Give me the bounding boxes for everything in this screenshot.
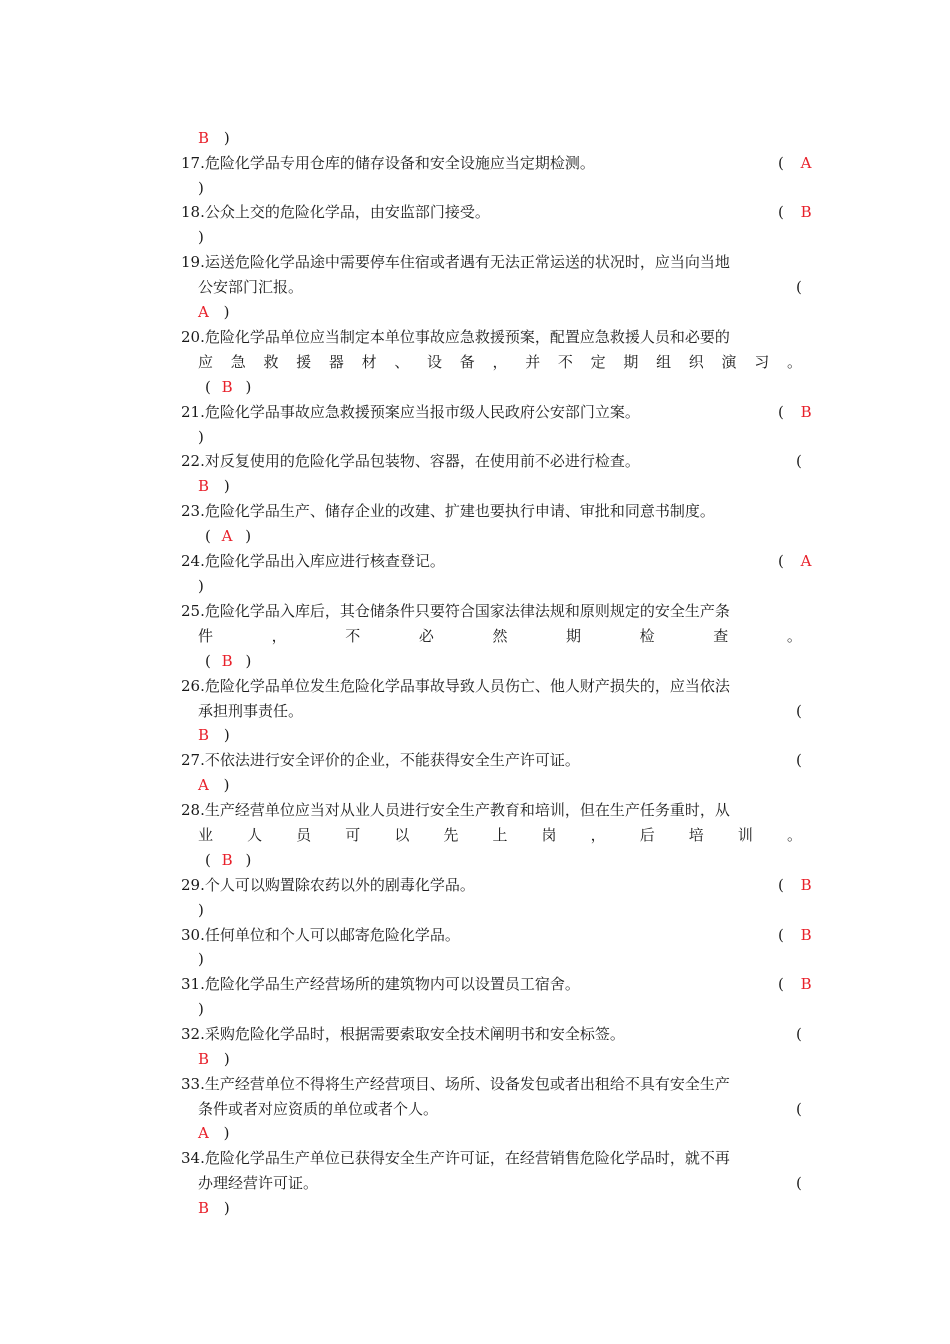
justified-char: 定: [590, 353, 606, 371]
q28-question-line1: [181, 798, 730, 823]
q18-answer-open: [778, 200, 812, 225]
q34-answer-line: [198, 1196, 230, 1221]
justified-char: 先: [443, 826, 459, 844]
open-paren: (: [778, 403, 784, 421]
justified-char: 。: [786, 627, 802, 645]
answer: B: [221, 652, 233, 670]
q18-question: [181, 200, 490, 225]
justified-char: ，: [492, 353, 508, 371]
q23-answer-line: [205, 524, 251, 549]
question-text: 公安部门汇报。: [198, 278, 304, 296]
justified-char: 培: [688, 826, 704, 844]
justified-char: 件: [198, 627, 214, 645]
close-paren: ): [223, 726, 230, 744]
justified-char: 援: [296, 353, 312, 371]
q23-question: [181, 499, 715, 524]
close-paren: ): [245, 378, 252, 396]
answer: B: [198, 726, 210, 744]
question-number: 17.: [181, 154, 205, 172]
q19-question-line1: [181, 250, 730, 275]
open-paren: (: [796, 278, 802, 296]
q31-answer-open: [778, 972, 812, 997]
q33-answer-line: [198, 1121, 229, 1146]
justified-char: 并: [525, 353, 541, 371]
question-text: 危险化学品生产、储存企业的改建、扩建也要执行申请、审批和同意书制度。: [204, 502, 715, 520]
q32-open: [796, 1022, 802, 1047]
justified-char: 检: [639, 627, 655, 645]
q33-question-line1: [181, 1072, 730, 1097]
question-text: 任何单位和个人可以邮寄危险化学品。: [204, 926, 460, 944]
question-number: 24.: [181, 552, 205, 570]
justified-char: 急: [230, 353, 246, 371]
q34-question-line1: [181, 1146, 730, 1171]
question-text: 承担刑事责任。: [198, 702, 304, 720]
justified-char: ，: [590, 826, 606, 844]
q20-question-line2: [198, 350, 802, 375]
justified-char: 演: [721, 353, 737, 371]
q17-question: [181, 151, 595, 176]
question-text: 危险化学品出入库应进行核查登记。: [204, 552, 445, 570]
question-text: 个人可以购置除农药以外的剧毒化学品。: [204, 876, 475, 894]
q30-close: [198, 947, 204, 972]
open-paren: (: [205, 851, 211, 869]
close-paren: ): [245, 527, 252, 545]
close-paren: ): [198, 1000, 204, 1018]
justified-char: 后: [639, 826, 655, 844]
answer: A: [198, 776, 209, 794]
answer: B: [198, 129, 210, 147]
open-paren: (: [796, 1174, 802, 1192]
open-paren: (: [796, 1100, 802, 1118]
close-paren: ): [223, 776, 230, 794]
answer: B: [221, 378, 233, 396]
justified-char: 备: [459, 353, 475, 371]
question-number: 22.: [181, 452, 205, 470]
q22-question: [181, 449, 640, 474]
justified-char: 查: [713, 627, 729, 645]
q24-close: [198, 574, 204, 599]
question-number: 23.: [181, 502, 205, 520]
question-text: 公众上交的危险化学品，由安监部门接受。: [204, 203, 490, 221]
question-text: 生产经营单位不得将生产经营项目、场所、设备发包或者出租给不具有安全生产: [204, 1075, 730, 1093]
q21-question: [181, 400, 640, 425]
close-paren: ): [198, 577, 204, 595]
close-paren: ): [223, 129, 230, 147]
justified-char: 人: [247, 826, 263, 844]
close-paren: ): [223, 477, 230, 495]
justified-char: 期: [566, 627, 582, 645]
justified-char: 织: [688, 353, 704, 371]
open-paren: (: [778, 876, 784, 894]
open-paren: (: [796, 702, 802, 720]
q28-question-line2: [198, 823, 802, 848]
question-number: 28.: [181, 801, 205, 819]
close-paren: ): [198, 950, 204, 968]
justified-char: 可: [345, 826, 361, 844]
question-number: 27.: [181, 751, 205, 769]
justified-char: 不: [345, 627, 361, 645]
question-number: 33.: [181, 1075, 205, 1093]
open-paren: (: [205, 527, 211, 545]
q19-answer-line: [198, 300, 229, 325]
justified-char: 必: [418, 627, 434, 645]
justified-char: 以: [394, 826, 410, 844]
justified-char: 救: [263, 353, 279, 371]
answer: A: [800, 154, 812, 172]
open-paren: (: [778, 926, 784, 944]
open-paren: (: [778, 975, 784, 993]
q26-question-line1: [181, 674, 730, 699]
justified-char: 然: [492, 627, 508, 645]
justified-char: 员: [296, 826, 312, 844]
q22-open: [796, 449, 802, 474]
justified-char: 设: [427, 353, 443, 371]
question-text: 危险化学品专用仓库的储存设备和安全设施应当定期检测。: [204, 154, 595, 172]
q30-answer-open: [778, 923, 812, 948]
justified-char: 不: [557, 353, 573, 371]
justified-char: 材: [361, 353, 377, 371]
close-paren: ): [198, 179, 204, 197]
open-paren: (: [205, 378, 211, 396]
question-number: 26.: [181, 677, 205, 695]
q21-answer-open: [778, 400, 812, 425]
question-number: 32.: [181, 1025, 205, 1043]
answer: A: [800, 552, 812, 570]
q33-open: [796, 1097, 802, 1122]
q25-answer-line: [205, 649, 251, 674]
close-paren: ): [245, 851, 252, 869]
question-text: 危险化学品单位应当制定本单位事故应急救援预案，配置应急救援人员和必要的: [204, 328, 730, 346]
answer: A: [198, 1124, 209, 1142]
q28-answer-line: [205, 848, 251, 873]
question-number: 21.: [181, 403, 205, 421]
q21-close: [198, 425, 204, 450]
answer: B: [800, 403, 812, 421]
q27-open: [796, 748, 802, 773]
close-paren: ): [198, 901, 204, 919]
question-text: 危险化学品生产经营场所的建筑物内可以设置员工宿舍。: [204, 975, 580, 993]
q17-close: [198, 176, 204, 201]
q17-answer-open: [778, 151, 811, 176]
question-text: 条件或者对应资质的单位或者个人。: [198, 1100, 439, 1118]
close-paren: ): [223, 1124, 230, 1142]
question-text: 危险化学品生产单位已获得安全生产许可证，在经营销售危险化学品时，就不再: [204, 1149, 730, 1167]
q22-answer-line: [198, 474, 230, 499]
q34-question-line2: [198, 1171, 318, 1196]
q32-answer-line: [198, 1047, 230, 1072]
justified-char: 业: [198, 826, 214, 844]
q32-question: [181, 1022, 625, 1047]
q29-close: [198, 898, 204, 923]
justified-char: 、: [394, 353, 410, 371]
answer: A: [221, 527, 233, 545]
question-number: 20.: [181, 328, 205, 346]
answer: B: [198, 1050, 210, 1068]
justified-char: 应: [198, 353, 214, 371]
q34-open: [796, 1171, 802, 1196]
open-paren: (: [778, 203, 784, 221]
question-text: 办理经营许可证。: [198, 1174, 319, 1192]
justified-char: 岗: [541, 826, 557, 844]
q27-answer-line: [198, 773, 229, 798]
q26-open: [796, 699, 802, 724]
justified-char: 。: [786, 826, 802, 844]
q29-answer-open: [778, 873, 812, 898]
question-text: 危险化学品单位发生危险化学品事故导致人员伤亡、他人财产损失的，应当依法: [204, 677, 730, 695]
question-number: 30.: [181, 926, 205, 944]
q30-question: [181, 923, 460, 948]
justified-char: 组: [656, 353, 672, 371]
justified-char: 器: [328, 353, 344, 371]
justified-char: 期: [623, 353, 639, 371]
answer: B: [800, 975, 812, 993]
answer: B: [800, 203, 812, 221]
close-paren: ): [223, 1199, 230, 1217]
open-paren: (: [796, 452, 802, 470]
open-paren: (: [778, 154, 784, 172]
justified-char: 习: [754, 353, 770, 371]
open-paren: (: [796, 751, 802, 769]
close-paren: ): [198, 228, 204, 246]
question-text: 对反复使用的危险化学品包装物、容器，在使用前不必进行检查。: [204, 452, 640, 470]
q24-answer-open: [778, 549, 811, 574]
answer: B: [198, 477, 210, 495]
open-paren: (: [778, 552, 784, 570]
q33-question-line2: [198, 1097, 438, 1122]
answer: B: [800, 876, 812, 894]
q19-question-line2: [198, 275, 303, 300]
answer: B: [198, 1199, 210, 1217]
justified-char: 。: [786, 353, 802, 371]
q18-close: [198, 225, 204, 250]
question-number: 29.: [181, 876, 205, 894]
q27-question: [181, 748, 580, 773]
question-text: 生产经营单位应当对从业人员进行安全生产教育和培训，但在生产任务重时，从: [204, 801, 730, 819]
q20-answer-line: [205, 375, 251, 400]
question-text: 不依法进行安全评价的企业，不能获得安全生产许可证。: [204, 751, 580, 769]
q19-open: [796, 275, 802, 300]
q26-answer-line: [198, 723, 230, 748]
answer: B: [800, 926, 812, 944]
question-text: 采购危险化学品时，根据需要索取安全技术阐明书和安全标签。: [204, 1025, 625, 1043]
answer: A: [198, 303, 209, 321]
question-number: 25.: [181, 602, 205, 620]
question-text: 危险化学品入库后，其仓储条件只要符合国家法律法规和原则规定的安全生产条: [204, 602, 730, 620]
open-paren: (: [796, 1025, 802, 1043]
question-number: 34.: [181, 1149, 205, 1167]
question-number: 31.: [181, 975, 205, 993]
close-paren: ): [198, 428, 204, 446]
open-paren: (: [205, 652, 211, 670]
question-number: 19.: [181, 253, 205, 271]
justified-char: ，: [271, 627, 287, 645]
q26-question-line2: [198, 699, 303, 724]
question-number: 18.: [181, 203, 205, 221]
q24-question: [181, 549, 445, 574]
q25-question-line1: [181, 599, 730, 624]
question-text: 危险化学品事故应急救援预案应当报市级人民政府公安部门立案。: [204, 403, 640, 421]
close-paren: ): [245, 652, 252, 670]
q25-question-line2: [198, 624, 802, 649]
justified-char: 训: [737, 826, 753, 844]
q31-close: [198, 997, 204, 1022]
close-paren: ): [223, 1050, 230, 1068]
answer: B: [221, 851, 233, 869]
justified-char: 上: [492, 826, 508, 844]
q31-question: [181, 972, 580, 997]
q20-question-line1: [181, 325, 730, 350]
q16-answer-line: [198, 126, 230, 151]
close-paren: ): [223, 303, 230, 321]
q29-question: [181, 873, 475, 898]
question-text: 运送危险化学品途中需要停车住宿或者遇有无法正常运送的状况时，应当向当地: [204, 253, 730, 271]
